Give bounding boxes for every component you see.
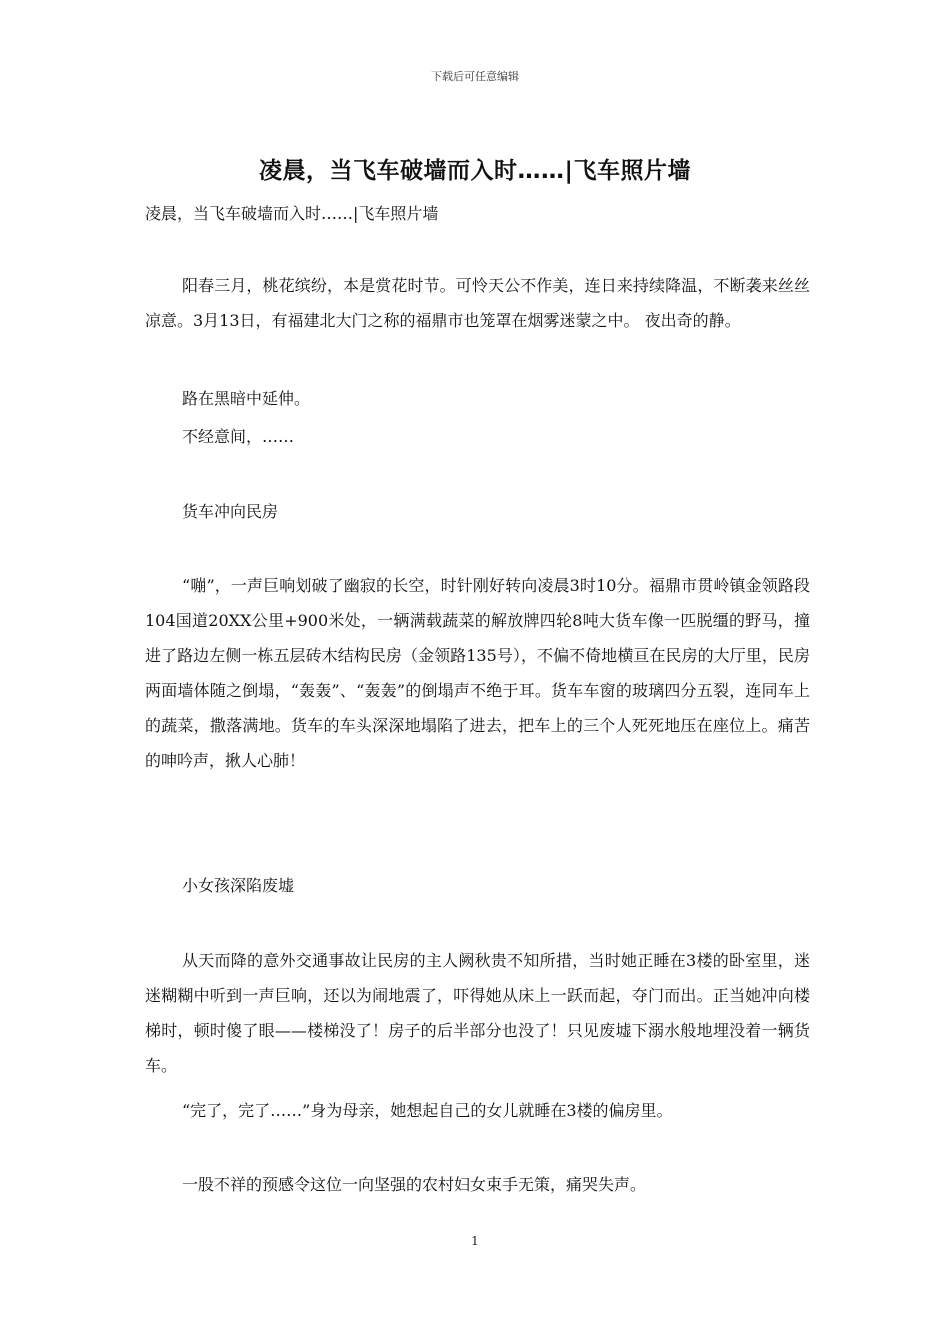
- document-subtitle: 凌晨，当飞车破墙而入时……|飞车照片墙: [145, 204, 439, 223]
- paragraph-premonition: 一股不祥的预感令这位一向坚强的农村妇女束手无策，痛哭失声。: [182, 1175, 647, 1194]
- paragraph-road: 路在黑暗中延伸。: [182, 389, 311, 408]
- paragraph-owner: 从天而降的意外交通事故让民房的主人阙秋贵不知所措，当时她正睡在3楼的卧室里，迷迷糊糊中听到一声巨响，还以为闹地震了，吓得她从床上一跃而起，夺门而出。正当她冲向楼梯时，顿时傻了眼——楼梯没了！房子的后半部分也没了！只见废墟下溺水般地埋没着一辆货车。: [145, 951, 810, 1075]
- paragraph-intro: 阳春三月，桃花缤纷，本是赏花时节。可怜天公不作美，连日来持续降温，不断袭来丝丝凉意。3月13日，有福建北大门之称的福鼎市也笼罩在烟雾迷蒙之中。 夜出奇的静。: [145, 276, 810, 330]
- paragraph-crash: “嘣”，一声巨响划破了幽寂的长空，时针刚好转向凌晨3时10分。福鼎市贯岭镇金领路段104国道20XX公里+900米处，一辆满载蔬菜的解放牌四轮8吨大货车像一匹脱缰的野马，撞进了路边左侧一栋五层砖木结构民房（金领路135号），不偏不倚地横亘在民房的大厅里，民房两面墙体随之倒塌，“轰轰”、“轰轰”的倒塌声不绝于耳。货车车窗的玻璃四分五裂，连同车上的蔬菜，撒落满地。货车的车头深深地塌陷了进去，把车上的三个人死死地压在座位上。痛苦的呻吟声，揪人心肺！: [145, 576, 810, 770]
- header-note: 下载后可任意编辑: [431, 70, 519, 83]
- section-heading-girl: 小女孩深陷废墟: [182, 876, 295, 895]
- section-heading-truck: 货车冲向民房: [182, 502, 279, 521]
- paragraph-mother: “完了，完了……”身为母亲，她想起自己的女儿就睡在3楼的偏房里。: [182, 1101, 673, 1120]
- paragraph-unexpectedly: 不经意间，……: [182, 427, 295, 446]
- document-title: 凌晨，当飞车破墙而入时……|飞车照片墙: [259, 158, 691, 184]
- page-number: 1: [471, 1234, 479, 1248]
